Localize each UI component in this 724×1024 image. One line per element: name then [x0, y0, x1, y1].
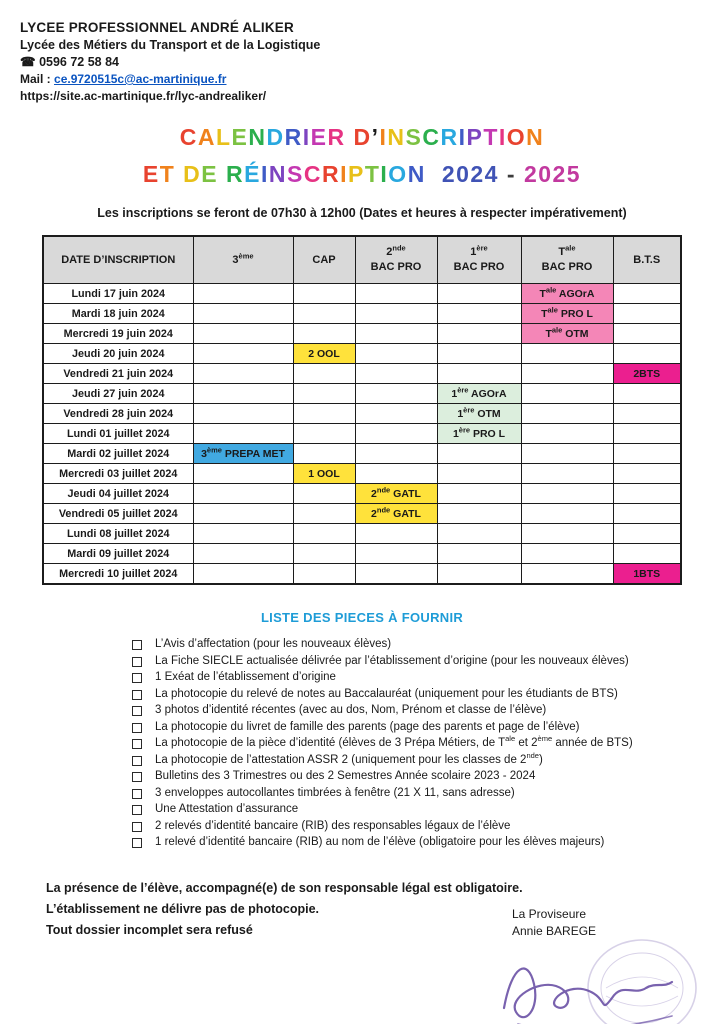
date-cell: Vendredi 28 juin 2024 — [43, 404, 193, 424]
checkbox-icon — [132, 789, 142, 799]
schedule-cell — [521, 364, 613, 384]
schedule-cell — [193, 324, 293, 344]
schedule-cell — [355, 524, 437, 544]
checkbox-icon — [132, 822, 142, 832]
table-row — [43, 484, 681, 504]
checklist-item — [132, 702, 724, 719]
schedule-cell: $T^{ale}$ OTM — [521, 324, 613, 344]
schedule-cell — [293, 284, 355, 304]
checklist-item-label: Une Attestation d’assurance — [155, 803, 299, 815]
schedule-cell — [613, 284, 681, 304]
date-cell: Lundi 01 juillet 2024 — [43, 424, 193, 444]
checklist-item-label: La photocopie du relevé de notes au Baccalauréat (uniquement pour les étudiants de BTS) — [155, 687, 618, 700]
schedule-cell — [293, 364, 355, 384]
schedule-cell — [613, 324, 681, 344]
schedule-cell — [437, 484, 521, 504]
documents-checklist — [132, 636, 724, 851]
table-row — [43, 324, 681, 344]
title-years: 2024 - 2025 — [441, 161, 582, 187]
schedule-cell — [521, 564, 613, 585]
schedule-cell — [437, 284, 521, 304]
column-header: $T^{ale}$ BAC PRO — [521, 236, 613, 284]
schedule-cell: 3ème PREPA MET — [193, 444, 293, 464]
checklist-item — [132, 785, 724, 802]
email-link[interactable]: ce.9720515c@ac-martinique.fr — [54, 72, 227, 86]
checkbox-icon — [132, 690, 142, 700]
checklist-title: LISTE DES PIECES À FOURNIR — [260, 610, 464, 625]
schedule-cell: 2nde GATL — [355, 504, 437, 524]
schedule-cell — [613, 484, 681, 504]
checkbox-icon — [132, 723, 142, 733]
checklist-item — [132, 669, 724, 686]
date-cell: Lundi 17 juin 2024 — [43, 284, 193, 304]
checklist-item-label: Bulletins des 3 Trimestres ou des 2 Semestres Année scolaire 2023 - 2024 — [155, 770, 536, 782]
schedule-cell — [521, 484, 613, 504]
document-title — [0, 119, 724, 193]
schedule-cell — [613, 504, 681, 524]
checklist-item — [132, 801, 724, 818]
signature-block — [512, 906, 704, 1024]
schedule-cell — [193, 364, 293, 384]
schedule-cell — [437, 344, 521, 364]
phone-icon: ☎ — [20, 55, 36, 69]
column-header: 1ère BAC PRO — [437, 236, 521, 284]
schedule-cell — [193, 284, 293, 304]
schedule-cell — [293, 524, 355, 544]
schedule-cell — [355, 464, 437, 484]
schedule-cell — [293, 304, 355, 324]
schedule-cell — [613, 544, 681, 564]
schedule-cell — [437, 544, 521, 564]
checklist-item-label: 1 relevé d’identité bancaire (RIB) au nom de l’élève (obligatoire pour les élèves majeurs) — [155, 836, 605, 848]
schedule-cell — [193, 424, 293, 444]
title-line-2-text: ET DE RÉINSCRIPTION — [142, 161, 426, 187]
schedule-cell — [355, 324, 437, 344]
column-header: DATE D’INSCRIPTION — [43, 236, 193, 284]
footer-note-line: Tout dossier incomplet sera refusé — [46, 922, 253, 937]
schedule-cell — [437, 524, 521, 544]
schedule-cell — [293, 404, 355, 424]
table-row — [43, 284, 681, 304]
schedule-cell — [437, 364, 521, 384]
checkbox-icon — [132, 640, 142, 650]
signature-image — [494, 936, 704, 1024]
schedule-cell — [293, 444, 355, 464]
schedule-cell — [293, 564, 355, 585]
schedule-cell: 1ère OTM — [437, 404, 521, 424]
checkbox-icon — [132, 739, 142, 749]
table-row — [43, 564, 681, 585]
table-row — [43, 384, 681, 404]
table-row — [43, 504, 681, 524]
letterhead — [0, 0, 724, 103]
date-cell: Lundi 08 juillet 2024 — [43, 524, 193, 544]
date-cell: Mardi 09 juillet 2024 — [43, 544, 193, 564]
school-subtitle: Lycée des Métiers du Transport et de la Logistique — [20, 38, 321, 52]
checklist-item — [132, 735, 724, 752]
schedule-cell — [355, 404, 437, 424]
date-cell: Vendredi 05 juillet 2024 — [43, 504, 193, 524]
schedule-cell — [521, 404, 613, 424]
checklist-item-label: L’Avis d’affectation (pour les nouveaux élèves) — [155, 638, 392, 650]
schedule-cell — [355, 564, 437, 585]
signature-role: La Proviseure — [512, 907, 587, 921]
date-cell: Jeudi 20 juin 2024 — [43, 344, 193, 364]
schedule-cell — [355, 384, 437, 404]
checkbox-icon — [132, 657, 142, 667]
table-row — [43, 444, 681, 464]
schedule-cell — [293, 504, 355, 524]
schedule-cell — [293, 484, 355, 504]
table-row — [43, 524, 681, 544]
schedule-cell — [193, 344, 293, 364]
schedule-cell — [293, 544, 355, 564]
schedule-cell — [437, 504, 521, 524]
schedule-cell: 2nde GATL — [355, 484, 437, 504]
checklist-item — [132, 636, 724, 653]
schedule-cell — [437, 564, 521, 585]
schedule-cell — [355, 444, 437, 464]
table-row — [43, 304, 681, 324]
checklist-item — [132, 752, 724, 769]
footer-note-line: La présence de l’élève, accompagné(e) de son responsable légal est obligatoire. — [46, 880, 523, 895]
checklist-item — [132, 686, 724, 703]
checklist-item-label: 3 enveloppes autocollantes timbrées à fenêtre (21 X 11, sans adresse) — [155, 786, 515, 799]
mail-line — [20, 72, 724, 86]
schedule-cell — [293, 424, 355, 444]
checklist-item — [132, 834, 724, 851]
checkbox-icon — [132, 673, 142, 683]
schedule-cell — [355, 344, 437, 364]
schedule-cell — [193, 384, 293, 404]
mail-label: Mail : — [20, 72, 51, 86]
schedule-cell — [521, 384, 613, 404]
checklist-item — [132, 818, 724, 835]
checkbox-icon — [132, 805, 142, 815]
schedule-cell — [437, 444, 521, 464]
schedule-cell — [437, 464, 521, 484]
table-row — [43, 344, 681, 364]
date-cell: Mardi 18 juin 2024 — [43, 304, 193, 324]
schedule-cell — [521, 344, 613, 364]
table-row — [43, 424, 681, 444]
schedule-cell — [437, 304, 521, 324]
schedule-cell — [521, 504, 613, 524]
schedule-cell — [355, 364, 437, 384]
checkbox-icon — [132, 706, 142, 716]
column-header: 3ème — [193, 236, 293, 284]
schedule-cell — [193, 544, 293, 564]
date-cell: Mercredi 03 juillet 2024 — [43, 464, 193, 484]
schedule-cell: 2BTS — [613, 364, 681, 384]
table-row — [43, 404, 681, 424]
checklist-item-label: La photocopie de la pièce d’identité (élèves de 3 Prépa Métiers, de $T^{ale}$ et 2ème année de BTS) — [155, 734, 633, 749]
phone-line — [20, 54, 724, 69]
checkbox-icon — [132, 772, 142, 782]
schedule-cell: 1ère PRO L — [437, 424, 521, 444]
website-url: https://site.ac-martinique.fr/lyc-andrealiker/ — [20, 89, 267, 103]
checkbox-icon — [132, 756, 142, 766]
checklist-item-label: La photocopie du livret de famille des parents (page des parents et page de l’élève) — [155, 720, 580, 733]
table-row — [43, 544, 681, 564]
school-name: LYCEE PROFESSIONNEL ANDRÉ ALIKER — [20, 20, 294, 35]
schedule-cell: 2 OOL — [293, 344, 355, 364]
column-header: CAP — [293, 236, 355, 284]
title-line-2 — [0, 156, 724, 193]
date-cell: Mercredi 10 juillet 2024 — [43, 564, 193, 585]
signature-name: Annie BAREGE — [512, 924, 597, 938]
date-cell: Jeudi 27 juin 2024 — [43, 384, 193, 404]
checklist-item-label: La photocopie de l’attestation ASSR 2 (uniquement pour les classes de 2nde) — [155, 750, 543, 766]
checklist-item — [132, 768, 724, 785]
schedule-cell — [293, 384, 355, 404]
checklist-item-label: 2 relevés d’identité bancaire (RIB) des responsables légaux de l’élève — [155, 819, 511, 832]
schedule-cell — [355, 544, 437, 564]
schedule-note: Les inscriptions se feront de 07h30 à 12h00 (Dates et heures à respecter impérativement) — [97, 206, 627, 220]
schedule-cell: $T^{ale}$ AGOrA — [521, 284, 613, 304]
column-header: B.T.S — [613, 236, 681, 284]
schedule-cell — [521, 464, 613, 484]
schedule-cell — [613, 524, 681, 544]
schedule-cell — [355, 284, 437, 304]
checklist-item-label: La Fiche SIECLE actualisée délivrée par l’établissement d’origine (pour les nouveaux élèves) — [155, 654, 629, 667]
date-cell: Mardi 02 juillet 2024 — [43, 444, 193, 464]
schedule-cell — [613, 344, 681, 364]
schedule-cell — [613, 304, 681, 324]
schedule-cell — [613, 444, 681, 464]
schedule-cell — [355, 424, 437, 444]
schedule-cell — [355, 304, 437, 324]
stamp-icon — [588, 940, 696, 1024]
schedule-cell — [193, 404, 293, 424]
checklist-item — [132, 719, 724, 736]
checkbox-icon — [132, 838, 142, 848]
schedule-cell — [193, 504, 293, 524]
checklist-item-label: 1 Exéat de l’établissement d’origine — [155, 671, 336, 683]
schedule-cell — [293, 324, 355, 344]
schedule-cell — [613, 384, 681, 404]
date-cell: Vendredi 21 juin 2024 — [43, 364, 193, 384]
title-line-1: CALENDRIER D’INSCRIPTION — [179, 124, 545, 150]
schedule-cell: 1 OOL — [293, 464, 355, 484]
schedule-cell — [193, 464, 293, 484]
schedule-cell — [521, 424, 613, 444]
date-cell: Jeudi 04 juillet 2024 — [43, 484, 193, 504]
schedule-cell — [193, 524, 293, 544]
column-header: 2nde BAC PRO — [355, 236, 437, 284]
table-row — [43, 464, 681, 484]
schedule-cell — [613, 404, 681, 424]
schedule-cell — [193, 484, 293, 504]
schedule-cell: $T^{ale}$ PRO L — [521, 304, 613, 324]
schedule-cell — [437, 324, 521, 344]
schedule-cell: 1BTS — [613, 564, 681, 585]
table-row — [43, 364, 681, 384]
schedule-cell — [613, 464, 681, 484]
checklist-item-label: 3 photos d’identité récentes (avec au dos, Nom, Prénom et classe de l’élève) — [155, 704, 547, 716]
phone-number: 0596 72 58 84 — [39, 55, 120, 69]
schedule-cell — [521, 544, 613, 564]
schedule-cell — [521, 444, 613, 464]
schedule-cell — [521, 524, 613, 544]
date-cell: Mercredi 19 juin 2024 — [43, 324, 193, 344]
checklist-item — [132, 653, 724, 670]
schedule-cell — [193, 304, 293, 324]
inscription-calendar-table — [42, 235, 682, 585]
schedule-cell — [193, 564, 293, 585]
footer-note-line: L’établissement ne délivre pas de photocopie. — [46, 901, 319, 916]
schedule-cell — [613, 424, 681, 444]
schedule-cell: 1ère AGOrA — [437, 384, 521, 404]
